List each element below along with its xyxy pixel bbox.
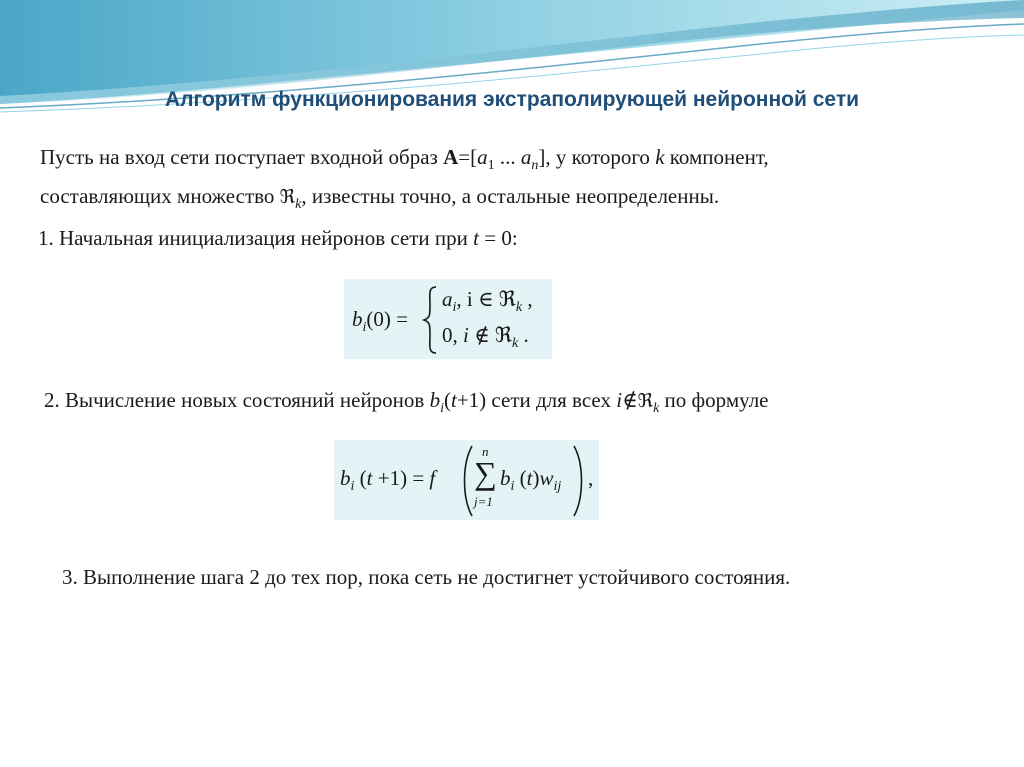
step-2-i: i (440, 401, 444, 416)
f2-body-t: t (526, 466, 533, 490)
step-2-t: t (450, 388, 457, 412)
f2-body-arg1: ( (514, 466, 527, 490)
step-1 (38, 224, 518, 252)
step-2-b: b (429, 388, 441, 412)
formula-1-case-2 (442, 323, 529, 352)
var-a1: a (477, 145, 488, 169)
f1-k1: k (515, 300, 523, 315)
step-2-notin: ∉ (622, 388, 638, 412)
intro-text-3: компонент, (664, 145, 769, 169)
f1-a: a (442, 287, 453, 311)
formula-1-case-1 (442, 287, 533, 316)
f2-body-b: b (500, 466, 511, 490)
curly-brace-icon (422, 285, 438, 355)
formula-2-lhs (340, 466, 435, 495)
f2-b: b (340, 466, 351, 490)
f2-arg1: ( (354, 466, 367, 490)
f1-zero: 0, (442, 323, 463, 347)
var-k: k (655, 145, 665, 169)
f1-b: b (352, 307, 363, 331)
f1-end1: , (522, 287, 533, 311)
step-2-text: 2. Вычисление новых состояний нейронов (44, 388, 430, 412)
intro-text: Пусть на вход сети поступает входной образ (40, 145, 444, 169)
f1-i: i (362, 320, 367, 335)
set-symbol: ℜ (279, 186, 296, 208)
intro-paragraph (40, 142, 990, 220)
step-2-text-3: по формуле (659, 388, 769, 412)
vector-a: A (443, 145, 459, 169)
f2-arg2: +1) = (372, 466, 425, 490)
step-3-text: 3. Выполнение шага 2 до тех пор, пока сеть не достигнет устойчивого состояния. (62, 565, 791, 589)
sum-sign: ∑ (474, 455, 497, 491)
step-3 (62, 563, 790, 591)
step-2-paren: ( (443, 388, 451, 412)
sum-lower-limit: j=1 (474, 494, 493, 509)
ellipsis: ... (494, 145, 521, 169)
f2-i: i (350, 479, 355, 494)
sub-k: k (295, 197, 302, 212)
slide-title: Алгоритм функционирования экстраполирующей нейронной сети (164, 88, 860, 111)
f1-cond1: , i ∈ ℜ (456, 287, 516, 311)
step-1-var: t (473, 226, 479, 250)
f1-ai: i (452, 300, 457, 315)
intro-bracket: =[ (458, 145, 478, 169)
f1-i2: i (463, 323, 469, 347)
f2-body-ij: ij (553, 479, 562, 494)
sub-n: n (531, 158, 539, 173)
intro-text-2: ], у которого (538, 145, 656, 169)
f2-body-w: w (539, 466, 554, 490)
step-1-text: 1. Начальная инициализация нейронов сети при (38, 226, 474, 250)
f2-f: f (429, 466, 436, 490)
formula-1-lhs (352, 307, 408, 336)
f1-end2: . (518, 323, 529, 347)
left-paren-icon (460, 444, 474, 518)
f1-k2: k (511, 336, 519, 351)
step-2 (44, 386, 769, 423)
f2-t: t (366, 466, 373, 490)
intro-text-5: , известны точно, а остальные неопределенны. (301, 184, 720, 208)
intro-text-4: составляющих множество (40, 184, 280, 208)
formula-update (334, 440, 599, 520)
sum-upper-limit: n (482, 444, 489, 459)
var-an: a (520, 145, 532, 169)
right-paren-icon (572, 444, 586, 518)
step-2-text-2: +1) сети для всех (456, 388, 617, 412)
sub-1: 1 (487, 158, 495, 173)
step-2-set: ℜ (637, 390, 654, 412)
f2-body-arg2: ) (532, 466, 540, 490)
step-2-k: k (653, 401, 660, 416)
formula-initialization (344, 279, 552, 359)
f1-cond2: ∉ ℜ (468, 323, 512, 347)
f1-arg: (0) = (366, 307, 408, 331)
f2-body-i: i (510, 479, 515, 494)
step-2-var-i: i (616, 388, 623, 412)
f2-end: , (588, 466, 594, 490)
formula-2-body (500, 466, 561, 495)
step-1-rest: = 0: (479, 226, 518, 250)
